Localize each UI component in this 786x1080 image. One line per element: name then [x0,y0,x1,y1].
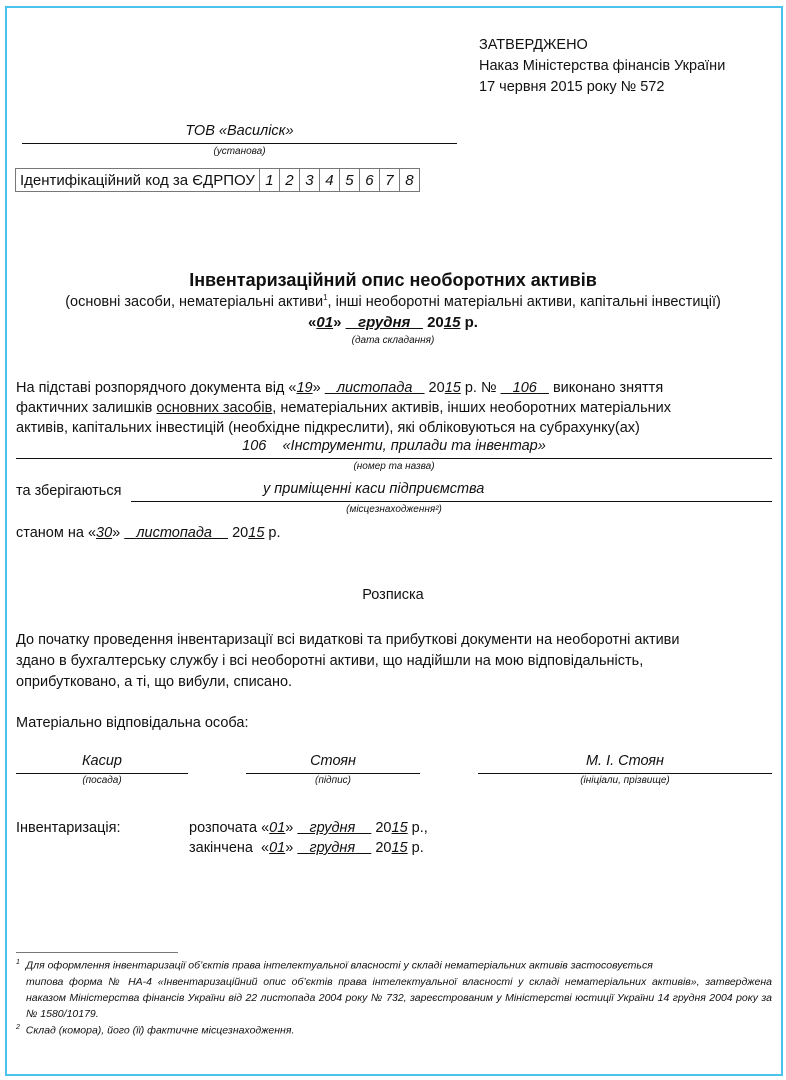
signature-label: (підпис) [315,775,351,786]
finished-year[interactable]: 15 [391,840,408,856]
as-of-month: листопада [136,525,212,541]
compile-day[interactable]: 01 [316,314,334,331]
text: фактичних залишків [16,400,157,416]
organization-field[interactable] [22,123,457,144]
basis-year[interactable]: 15 [444,380,461,396]
basis-month-field[interactable] [325,380,425,396]
basis-month: листопада [336,380,413,396]
storage-label: (місцезнаходження²) [346,504,442,515]
basis-number: 106 [512,380,537,396]
approval-title: ЗАТВЕРДЖЕНО [479,37,588,53]
compile-month-field[interactable] [346,314,423,331]
footnote-2 [16,1020,772,1039]
responsible-person-label: Матеріально відповідальна особа: [16,715,249,731]
document-title: Інвентаризаційний опис необоротних активів [189,270,597,290]
edrpou-digit[interactable]: 1 [259,169,279,192]
finished-month-field[interactable] [297,840,371,856]
footnote-1-rest: типова форма № НА-4 «Інвентаризаційний опис об’єктів права інтелектуальної власності у складі нематеріальних активів», затверджена наказом Міністерства фінансів України від 22 листопада 2004 року № 732, зареєстрованим у Міністерстві юстиції України 14 грудня 2004 року за № 1580/10179. [26,975,772,1020]
text: 20 [371,840,392,856]
storage-prefix: та зберігаються [16,483,122,499]
basis-number-field[interactable] [501,380,549,396]
finished-day[interactable]: 01 [269,840,286,856]
footnote-mark: 1 [16,959,20,966]
text: На підставі розпорядчого документа від « [16,380,297,396]
text: , нематеріальних активів, інших необоротних матеріальних [272,400,671,416]
approval-order: Наказ Міністерства фінансів України [479,58,726,74]
selected-asset-type: основних засобів [156,400,273,416]
inventory-finished [189,838,424,858]
receipt-line-1: До початку проведення інвентаризації всі видаткові та прибуткові документи на необоротні активи [16,632,680,648]
subtitle-part2: , інші необоротні матеріальні активи, капітальні інвестиції) [327,293,721,310]
text: р. [407,840,424,856]
document-subtitle [0,293,786,310]
full-name-label: (ініціали, прізвище) [580,775,670,786]
inventory-label: Інвентаризація: [16,820,121,836]
text: 20 [371,820,392,836]
text: закінчена « [189,840,270,856]
as-of-year[interactable]: 15 [248,525,265,541]
edrpou-digit[interactable]: 7 [379,169,399,192]
edrpou-digit[interactable]: 3 [299,169,319,192]
inventory-started [189,818,428,838]
storage-value: у приміщенні каси підприємства [263,481,485,497]
storage-field[interactable] [131,481,772,502]
as-of-day[interactable]: 30 [96,525,113,541]
edrpou-digit[interactable]: 6 [359,169,379,192]
as-of-date [16,523,281,543]
text: 20 [228,525,249,541]
organization-name: ТОВ «Василіск» [185,123,294,139]
year-end: р. [460,314,478,331]
text: р. [264,525,281,541]
receipt-line-2: здано в бухгалтерську службу і всі необоротні активи, що надійшли на мою відповідальність, [16,653,644,669]
edrpou-digit[interactable]: 8 [399,169,419,192]
basis-line-1 [16,378,663,398]
started-month-field[interactable] [297,820,371,836]
text: виконано зняття [548,380,664,396]
position-field[interactable] [16,753,188,774]
subaccount-field[interactable] [16,438,772,459]
approval-date: 17 червня 2015 року № 572 [479,79,665,95]
finished-month: грудня [309,840,356,856]
text: 20 [424,380,445,396]
text: р., [407,820,428,836]
quote: » [333,314,342,331]
footnote-1 [16,955,772,1022]
year-prefix: 20 [427,314,444,331]
text: р. № [460,380,501,396]
quote: « [308,314,317,331]
position-label: (посада) [82,775,122,786]
approval-block [479,35,725,98]
edrpou-digit[interactable]: 5 [339,169,359,192]
started-day[interactable]: 01 [269,820,286,836]
edrpou-table [15,168,420,192]
footnote-ref-1: 1 [323,293,328,302]
footnote-1-text: Для оформлення інвентаризації об’єктів права інтелектуальної власності у складі нематеріальних активів застосовується [25,959,653,972]
signature-value: Стоян [310,753,356,769]
as-of-month-field[interactable] [124,525,228,541]
started-month: грудня [309,820,356,836]
receipt-heading: Розписка [362,587,424,603]
subaccount-value: 106 «Інструменти, прилади та інвентар» [242,438,546,454]
basis-line-2 [16,398,671,418]
compile-year[interactable]: 15 [443,314,461,331]
basis-line-3: активів, капітальних інвестицій (необхідне підкреслити), які обліковуються на субрахунку(ах) [16,420,640,436]
edrpou-digit[interactable]: 4 [319,169,339,192]
footnote-separator [16,952,178,953]
basis-day[interactable]: 19 [296,380,313,396]
position-value: Касир [82,753,122,769]
receipt-line-3: оприбутковано, а ті, що вибули, списано. [16,674,293,690]
started-year[interactable]: 15 [391,820,408,836]
text: » [112,525,125,541]
full-name-value: М. І. Стоян [585,753,665,769]
signature-field[interactable] [246,753,420,774]
compile-month: грудня [358,314,411,331]
subtitle-part1: (основні засоби, нематеріальні активи [65,293,324,310]
compile-date [0,314,786,331]
edrpou-digit[interactable]: 2 [279,169,299,192]
compile-date-label: (дата складання) [351,335,435,346]
text: » [285,820,298,836]
full-name-field[interactable] [478,753,772,774]
footnote-2-text: Склад (комора), його (її) фактичне місцезнаходження. [25,1024,295,1037]
organization-label: (установа) [213,146,266,157]
edrpou-label: Ідентифікаційний код за ЄДРПОУ [16,169,260,192]
footnote-1-line1 [16,955,772,974]
text: » [312,380,325,396]
text: станом на « [16,525,97,541]
text: » [285,840,298,856]
footnote-mark: 2 [16,1024,20,1031]
subaccount-label: (номер та назва) [353,461,435,472]
text: розпочата « [189,820,270,836]
